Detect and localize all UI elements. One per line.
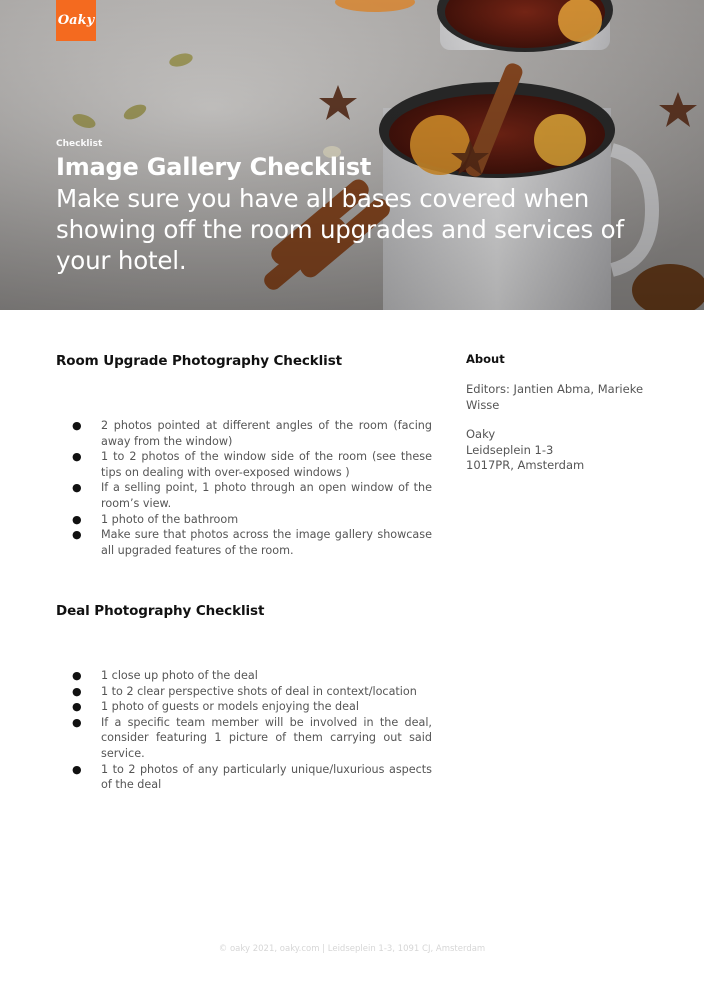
list-item-text: 1 to 2 photos of any particularly unique/luxurious aspects of the deal <box>101 762 432 792</box>
list-item-text: 1 to 2 clear perspective shots of deal in context/location <box>101 684 417 698</box>
list-item-text: Make sure that photos across the image gallery showcase all upgraded features of the room. <box>101 528 432 557</box>
hero-banner <box>0 0 704 310</box>
list-item-text: If a selling point, 1 photo through an open window of the room’s view. <box>101 481 432 510</box>
bullet-icon: ● <box>72 528 82 542</box>
list-item <box>56 449 432 480</box>
list-item <box>56 512 432 528</box>
section-title-room-upgrade: Room Upgrade Photography Checklist <box>56 353 342 369</box>
bullet-icon: ● <box>72 450 82 464</box>
hero-text <box>56 139 676 276</box>
list-item <box>56 684 432 700</box>
about-panel <box>466 352 656 488</box>
list-item-text: 1 photo of guests or models enjoying the deal <box>101 700 360 714</box>
list-item-text: 1 to 2 photos of the window side of the room (see these tips on dealing with over-exposed windows ) <box>101 450 432 479</box>
bullet-icon: ● <box>72 715 82 729</box>
about-editors: Editors: Jantien Abma, Marieke Wisse <box>466 382 644 412</box>
about-address <box>466 427 656 474</box>
section-title-deal: Deal Photography Checklist <box>56 603 265 619</box>
list-item <box>56 699 432 715</box>
hero-eyebrow: Checklist <box>56 139 103 149</box>
bullet-icon: ● <box>72 684 82 698</box>
bullet-icon: ● <box>72 700 82 714</box>
bullet-icon: ● <box>72 419 82 432</box>
about-street: Leidseplein 1-3 <box>466 442 554 457</box>
about-title: About <box>466 352 505 366</box>
deal-checklist <box>56 668 432 793</box>
list-item <box>56 480 432 511</box>
list-item <box>56 715 432 762</box>
logo-text: Oaky <box>57 13 95 28</box>
bullet-icon: ● <box>72 762 82 776</box>
about-city: 1017PR, Amsterdam <box>466 458 585 473</box>
page-footer: © oaky 2021, oaky.com | Leidseplein 1-3, 1091 CJ, Amsterdam <box>218 944 486 954</box>
list-item-text: 2 photos pointed at different angles of the room (facing away from the window) <box>101 419 432 448</box>
about-company: Oaky <box>466 427 496 442</box>
list-item-text: If a specific team member will be involved in the deal, consider featuring 1 picture of them carrying out said service. <box>101 715 432 760</box>
list-item <box>56 418 432 449</box>
oaky-logo <box>56 0 96 41</box>
list-item <box>56 668 432 684</box>
bullet-icon: ● <box>72 512 82 526</box>
page-title: Image Gallery Checklist <box>56 153 372 181</box>
bullet-icon: ● <box>72 669 82 682</box>
bullet-icon: ● <box>72 481 82 495</box>
list-item-text: 1 close up photo of the deal <box>101 669 258 682</box>
room-upgrade-checklist <box>56 418 432 558</box>
page-subtitle: Make sure you have all bases covered when showing off the room upgrades and services of your hotel. <box>56 184 624 275</box>
list-item <box>56 762 432 793</box>
list-item <box>56 527 432 558</box>
list-item-text: 1 photo of the bathroom <box>101 512 239 526</box>
